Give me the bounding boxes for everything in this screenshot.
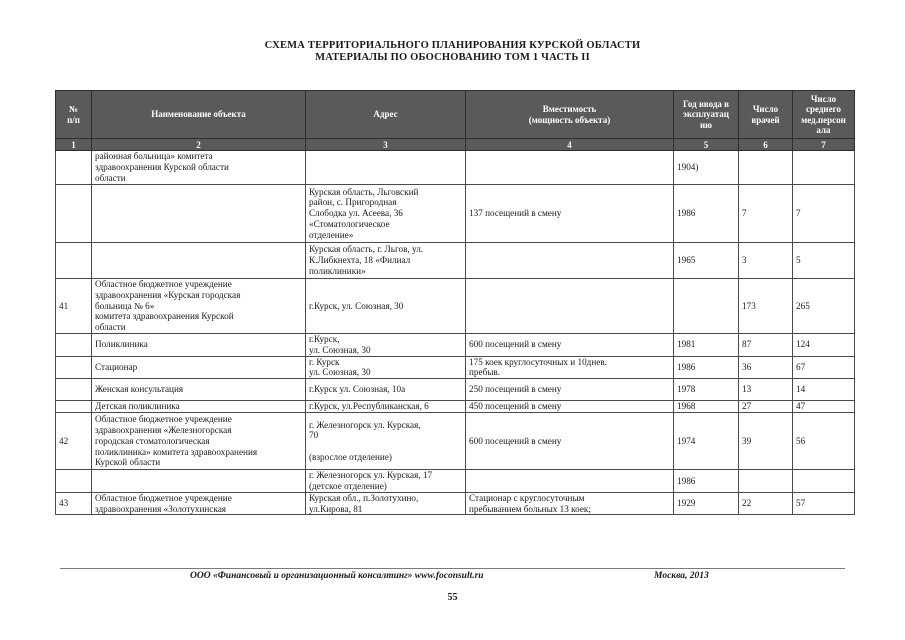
table-cell: [56, 243, 92, 279]
table-row: [56, 279, 855, 334]
table-cell: 14: [793, 379, 855, 401]
table-cell: Курская область, Льговский район, с. Пригородная Слободка ул. Асеева, 36 «Стоматологическое отделение»: [306, 185, 466, 243]
table-cell: 57: [793, 492, 855, 515]
table-cell: Областное бюджетное учреждение здравоохранения «Курская городская больница № 6» комитета здравоохранения Курской области: [92, 279, 306, 334]
table-cell: 1929: [674, 492, 739, 515]
table-cell: Областное бюджетное учреждение здравоохранения «Золотухинская: [92, 492, 306, 515]
table-cell: 36: [739, 356, 793, 379]
table-row: [56, 151, 855, 185]
table-cell: Стационар с круглосуточным пребыванием больных 13 коек;: [466, 492, 674, 515]
page-number: 55: [447, 592, 458, 603]
document-title: [0, 40, 905, 64]
table-cell: г.Курск, ул.Республиканская, 6: [306, 401, 466, 413]
table-cell: 1986: [674, 356, 739, 379]
table-cell: Женская консультация: [92, 379, 306, 401]
table-cell: [739, 151, 793, 185]
table-cell: [56, 401, 92, 413]
table-cell: 7: [793, 185, 855, 243]
table-header-row: [56, 91, 855, 139]
title-line-1: СХЕМА ТЕРРИТОРИАЛЬНОГО ПЛАНИРОВАНИЯ КУРСКОЙ ОБЛАСТИ: [264, 40, 641, 51]
table-cell: 1978: [674, 379, 739, 401]
column-number-cell: 6: [739, 139, 793, 151]
table-cell: [56, 356, 92, 379]
table-cell: Курская область, г. Льгов, ул. К.Либкнехта, 18 «Филиал поликлиники»: [306, 243, 466, 279]
table-cell: Курская обл., п.Золотухино, ул.Кирова, 81: [306, 492, 466, 515]
table-cell: [56, 470, 92, 493]
table-cell: [793, 470, 855, 493]
column-number-cell: 3: [306, 139, 466, 151]
column-number-cell: 2: [92, 139, 306, 151]
header-cell: Год ввода в эксплуатац ию: [674, 91, 739, 139]
footer-divider: [60, 568, 845, 569]
table-cell: 5: [793, 243, 855, 279]
table-cell: 13: [739, 379, 793, 401]
table-cell: Детская поликлиника: [92, 401, 306, 413]
header-cell: Число среднего мед.персон ала: [793, 91, 855, 139]
table-cell: [92, 243, 306, 279]
table-cell: 1965: [674, 243, 739, 279]
column-number-cell: 5: [674, 139, 739, 151]
table-cell: г. Железногорск ул. Курская, 17 (детское отделение): [306, 470, 466, 493]
table-row: [56, 243, 855, 279]
column-number-cell: 4: [466, 139, 674, 151]
table-cell: [793, 151, 855, 185]
title-line-2: МАТЕРИАЛЫ ПО ОБОСНОВАНИЮ ТОМ 1 ЧАСТЬ II: [315, 52, 590, 63]
table-cell: 1968: [674, 401, 739, 413]
table-cell: 175 коек круглосуточных и 10днев. пребыв.: [466, 356, 674, 379]
table-row: [56, 492, 855, 515]
table-cell: 7: [739, 185, 793, 243]
table-cell: [466, 279, 674, 334]
table-cell: 27: [739, 401, 793, 413]
table-row: [56, 413, 855, 470]
table-cell: г.Курск, ул. Союзная, 30: [306, 333, 466, 356]
table-cell: 3: [739, 243, 793, 279]
table-cell: Областное бюджетное учреждение здравоохранения «Железногорская городская стоматологическая поликлиника» комитета здравоохранения Курской области: [92, 413, 306, 470]
table-cell: Поликлиника: [92, 333, 306, 356]
header-cell: Вместимость (мощность объекта): [466, 91, 674, 139]
table-cell: г.Курск ул. Союзная, 10а: [306, 379, 466, 401]
facilities-table: [55, 90, 855, 515]
table-cell: 67: [793, 356, 855, 379]
table-row: [56, 470, 855, 493]
table-cell: г. Железногорск ул. Курская, 70 (взрослое отделение): [306, 413, 466, 470]
table-row: [56, 333, 855, 356]
table-cell: 56: [793, 413, 855, 470]
table-row: [56, 379, 855, 401]
footer-company: ООО «Финансовый и организационный консалтинг» www.foconsult.ru: [190, 571, 484, 581]
header-cell: № п/п: [56, 91, 92, 139]
table-cell: 87: [739, 333, 793, 356]
table-cell: 41: [56, 279, 92, 334]
table-cell: [92, 470, 306, 493]
table-cell: [739, 470, 793, 493]
table-cell: 450 посещений в смену: [466, 401, 674, 413]
column-number-cell: 7: [793, 139, 855, 151]
table-cell: [56, 333, 92, 356]
table-cell: Стационар: [92, 356, 306, 379]
table-cell: 600 посещений в смену: [466, 413, 674, 470]
table-cell: [466, 243, 674, 279]
footer-city-year: Москва, 2013: [654, 571, 709, 581]
table-row: [56, 401, 855, 413]
table-cell: 250 посещений в смену: [466, 379, 674, 401]
table-cell: 1986: [674, 470, 739, 493]
table-cell: 1986: [674, 185, 739, 243]
table-cell: 1981: [674, 333, 739, 356]
table-cell: 42: [56, 413, 92, 470]
table-body: [56, 151, 855, 515]
table-cell: [466, 151, 674, 185]
table-column-number-row: [56, 139, 855, 151]
table-cell: 43: [56, 492, 92, 515]
header-cell: Число врачей: [739, 91, 793, 139]
table-cell: 173: [739, 279, 793, 334]
table-cell: 600 посещений в смену: [466, 333, 674, 356]
table-cell: [466, 470, 674, 493]
table-cell: 124: [793, 333, 855, 356]
table-cell: г. Курск ул. Союзная, 30: [306, 356, 466, 379]
table-row: [56, 356, 855, 379]
table-cell: 22: [739, 492, 793, 515]
column-number-cell: 1: [56, 139, 92, 151]
table-cell: 1904): [674, 151, 739, 185]
table-cell: районная больница» комитета здравоохранения Курской области области: [92, 151, 306, 185]
table-cell: [306, 151, 466, 185]
table-cell: [56, 185, 92, 243]
table-row: [56, 185, 855, 243]
table-cell: [56, 151, 92, 185]
table-cell: [56, 379, 92, 401]
table-cell: г.Курск, ул. Союзная, 30: [306, 279, 466, 334]
header-cell: Адрес: [306, 91, 466, 139]
table-cell: 47: [793, 401, 855, 413]
table-cell: 265: [793, 279, 855, 334]
table-cell: 39: [739, 413, 793, 470]
table-cell: [92, 185, 306, 243]
table-cell: 137 посещений в смену: [466, 185, 674, 243]
table-cell: [674, 279, 739, 334]
table-cell: 1974: [674, 413, 739, 470]
header-cell: Наименование объекта: [92, 91, 306, 139]
